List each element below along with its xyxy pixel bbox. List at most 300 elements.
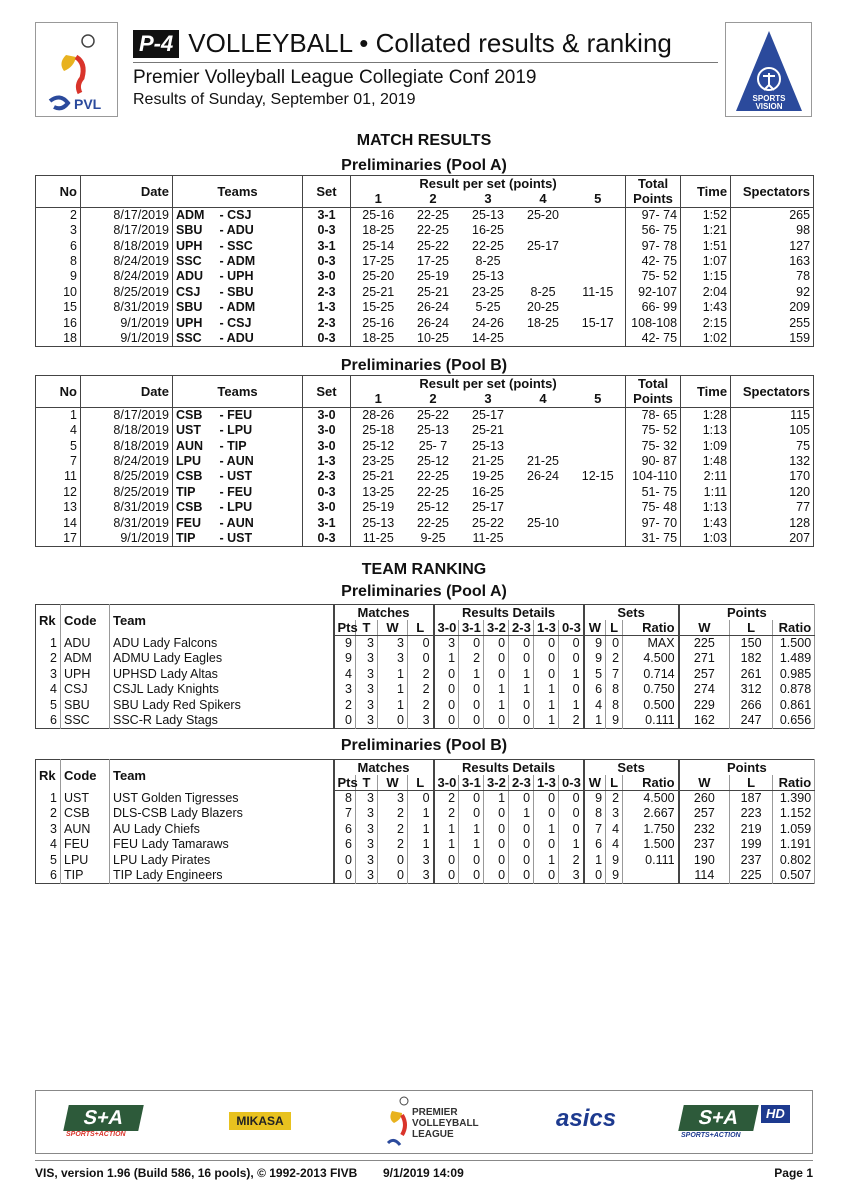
points-ratio: 0.861 <box>773 698 815 713</box>
col-result-per-set: Result per set (points) <box>351 376 626 392</box>
sports-action-logo: S+A SPORTS+ACTION <box>66 1105 141 1141</box>
sports-action-hd-text: SPORTS+ACTION <box>681 1132 741 1139</box>
col-team: Team <box>110 760 334 791</box>
set-1-score: 25-13 <box>362 515 395 530</box>
set-score: 0-3 <box>303 254 351 269</box>
team-code: CSJ <box>61 682 110 697</box>
total-points: 108-108 <box>626 316 681 331</box>
set-2-score: 25-22 <box>417 238 449 253</box>
sets-won: 6 <box>584 837 606 852</box>
result-detail: 0 <box>509 868 534 884</box>
matches-won: 1 <box>378 698 408 713</box>
result-detail: 0 <box>434 853 459 868</box>
set-2-score: 25-12 <box>417 500 449 515</box>
match-row <box>36 331 814 347</box>
matches-won: 2 <box>378 806 408 821</box>
team-code: ADU <box>61 636 110 652</box>
home-team: ADM <box>176 207 205 222</box>
set-3-score: 11-25 <box>472 531 504 546</box>
away-team: - AUN <box>217 454 303 469</box>
set-score: 0-3 <box>303 331 351 347</box>
match-date: 8/31/2019 <box>81 500 173 515</box>
set-2-score: 25-21 <box>417 284 449 299</box>
mikasa-logo: MIKASA <box>229 1112 291 1130</box>
team-code: FEU <box>61 837 110 852</box>
set-4-score: 20-25 <box>527 300 559 315</box>
set-2-score: 22-25 <box>417 469 449 484</box>
match-number: 14 <box>36 516 81 531</box>
col-points-w: W <box>679 775 730 791</box>
match-points: 9 <box>334 636 356 652</box>
result-detail: 1 <box>484 791 509 807</box>
match-row <box>36 207 814 223</box>
match-row <box>36 254 814 269</box>
pvl-logo <box>35 22 118 117</box>
set-1-score: 15-25 <box>362 300 395 315</box>
col-l: L <box>408 620 434 636</box>
ranking-row <box>36 853 815 868</box>
result-detail: 2 <box>559 853 584 868</box>
match-points: 0 <box>334 853 356 868</box>
competition-name: Premier Volleyball League Collegiate Conf 2019 <box>133 67 537 88</box>
result-detail: 0 <box>509 853 534 868</box>
result-detail: 0 <box>434 698 459 713</box>
rank: 3 <box>36 667 61 682</box>
sets-lost: 3 <box>606 806 623 821</box>
points-lost: 247 <box>730 713 773 729</box>
set-1-score: 11-25 <box>362 531 394 546</box>
away-team: - ADM <box>217 300 303 315</box>
ranking-row <box>36 791 815 807</box>
set-4-score <box>516 531 571 547</box>
matches-lost: 0 <box>408 791 434 807</box>
col-code: Code <box>61 605 110 636</box>
sports-action-hd-logo: S+A HD SPORTS+ACTION <box>681 1105 791 1141</box>
points-won: 114 <box>679 868 730 884</box>
col-time: Time <box>681 176 731 208</box>
sets-won: 9 <box>584 791 606 807</box>
rank: 4 <box>36 837 61 852</box>
matches-total: 3 <box>356 837 378 852</box>
match-date: 9/1/2019 <box>81 316 173 331</box>
match-row <box>36 439 814 454</box>
sets-ratio: 1.500 <box>623 837 679 852</box>
pool-a-ranking-heading: Preliminaries (Pool A) <box>341 583 507 600</box>
result-detail: 0 <box>509 713 534 729</box>
match-number: 9 <box>36 269 81 284</box>
spectators: 98 <box>796 223 811 238</box>
result-detail: 0 <box>534 667 559 682</box>
matches-lost: 0 <box>408 636 434 652</box>
col-r32: 3-2 <box>484 775 509 791</box>
match-number: 2 <box>36 207 81 223</box>
matches-total: 3 <box>356 682 378 697</box>
match-date: 8/17/2019 <box>81 407 173 423</box>
result-detail: 1 <box>484 698 509 713</box>
matches-won: 3 <box>378 791 408 807</box>
home-team: SBU <box>176 223 203 238</box>
ranking-row <box>36 806 815 821</box>
match-row <box>36 285 814 300</box>
match-number: 10 <box>36 285 81 300</box>
team-name: FEU Lady Tamaraws <box>110 837 334 852</box>
matches-total: 3 <box>356 853 378 868</box>
points-won: 232 <box>679 822 730 837</box>
sets-lost: 8 <box>606 698 623 713</box>
result-detail: 0 <box>509 651 534 666</box>
set-1-score: 23-25 <box>362 454 395 469</box>
set-2-score: 25-22 <box>417 407 449 422</box>
result-detail: 0 <box>534 868 559 884</box>
sets-lost: 2 <box>606 791 623 807</box>
col-total: Total <box>626 376 681 392</box>
set-score: 2-3 <box>303 285 351 300</box>
col-r30: 3-0 <box>434 620 459 636</box>
set-3-score: 22-25 <box>472 238 504 253</box>
col-set-5: 5 <box>571 391 626 407</box>
set-4-score: 21-25 <box>527 454 559 469</box>
away-team: - AUN <box>217 516 303 531</box>
set-5-score <box>571 439 626 454</box>
home-team: CSB <box>176 500 203 515</box>
set-5-score <box>571 331 626 347</box>
spectators: 115 <box>790 407 811 422</box>
col-r13: 1-3 <box>534 775 559 791</box>
sets-ratio: MAX <box>623 636 679 652</box>
points-won: 237 <box>679 837 730 852</box>
away-team: - UST <box>217 531 303 547</box>
home-team: SSC <box>176 331 202 346</box>
col-l: L <box>408 775 434 791</box>
set-4-score <box>516 331 571 347</box>
spectators: 127 <box>789 238 811 253</box>
set-4-score <box>516 439 571 454</box>
pool-b-results-heading: Preliminaries (Pool B) <box>340 357 508 374</box>
matches-lost: 1 <box>408 837 434 852</box>
sets-ratio: 0.714 <box>623 667 679 682</box>
result-detail: 1 <box>459 667 484 682</box>
col-set-1: 1 <box>351 191 406 207</box>
sets-won: 1 <box>584 713 606 729</box>
set-1-score: 25-14 <box>362 238 395 253</box>
col-results-details: Results Details <box>434 605 584 621</box>
spectators: 132 <box>789 454 811 469</box>
set-score: 0-3 <box>303 223 351 238</box>
match-row <box>36 454 814 469</box>
rank: 2 <box>36 806 61 821</box>
points-lost: 199 <box>730 837 773 852</box>
match-date: 8/25/2019 <box>81 285 173 300</box>
header-divider <box>133 62 718 63</box>
col-r32: 3-2 <box>484 620 509 636</box>
team-ranking-table <box>35 604 815 729</box>
ranking-row <box>36 651 815 666</box>
result-detail: 1 <box>484 682 509 697</box>
col-r13: 1-3 <box>534 620 559 636</box>
points-ratio: 1.152 <box>773 806 815 821</box>
set-5-score <box>571 423 626 438</box>
result-detail: 1 <box>559 698 584 713</box>
points-won: 190 <box>679 853 730 868</box>
set-3-score: 5-25 <box>475 300 501 315</box>
col-points-w: W <box>679 620 730 636</box>
rank: 5 <box>36 853 61 868</box>
sets-ratio: 0.111 <box>623 853 679 868</box>
col-set: Set <box>303 376 351 408</box>
hd-badge: HD <box>761 1105 790 1123</box>
result-detail: 0 <box>534 806 559 821</box>
points-ratio: 1.390 <box>773 791 815 807</box>
col-rank: Rk <box>36 605 61 636</box>
team-name: SBU Lady Red Spikers <box>110 698 334 713</box>
col-t: T <box>356 775 378 791</box>
total-points: 51- 75 <box>626 485 681 500</box>
result-detail: 1 <box>434 651 459 666</box>
software-version: VIS, version 1.96 (Build 586, 16 pools), © 1992-2013 FIVB <box>35 1166 358 1180</box>
match-time: 1:07 <box>681 254 731 269</box>
team-code: TIP <box>61 868 110 884</box>
result-detail: 0 <box>509 791 534 807</box>
report-title <box>133 28 672 59</box>
col-teams: Teams <box>173 376 303 408</box>
set-3-score: 25-21 <box>472 423 504 438</box>
spectators: 265 <box>789 207 811 222</box>
team-code: CSB <box>61 806 110 821</box>
away-team: - TIP <box>217 439 303 454</box>
col-set-5: 5 <box>571 191 626 207</box>
col-no: No <box>36 176 81 208</box>
match-time: 1:13 <box>681 423 731 438</box>
sets-won: 5 <box>584 667 606 682</box>
pvl-sponsor-logo <box>384 1095 479 1151</box>
total-points: 97- 70 <box>626 516 681 531</box>
set-score: 2-3 <box>303 316 351 331</box>
match-row <box>36 469 814 484</box>
set-score: 3-0 <box>303 423 351 438</box>
result-detail: 0 <box>509 822 534 837</box>
team-name: TIP Lady Engineers <box>110 868 334 884</box>
col-date: Date <box>81 176 173 208</box>
set-3-score: 25-17 <box>472 500 504 515</box>
col-spectators: Spectators <box>731 176 814 208</box>
set-score: 2-3 <box>303 469 351 484</box>
sets-lost: 7 <box>606 667 623 682</box>
sets-won: 9 <box>584 651 606 666</box>
matches-won: 0 <box>378 868 408 884</box>
col-points: Points <box>679 760 815 776</box>
col-no: No <box>36 376 81 408</box>
set-score: 3-0 <box>303 269 351 284</box>
total-points: 42- 75 <box>626 254 681 269</box>
col-rank: Rk <box>36 760 61 791</box>
home-team: UPH <box>176 238 203 253</box>
matches-won: 1 <box>378 667 408 682</box>
set-3-score: 16-25 <box>472 223 504 238</box>
result-detail: 1 <box>534 853 559 868</box>
points-ratio: 0.985 <box>773 667 815 682</box>
col-result-per-set: Result per set (points) <box>351 176 626 192</box>
table-header <box>36 176 814 208</box>
match-points: 6 <box>334 837 356 852</box>
table-header <box>36 376 814 408</box>
spectators: 255 <box>789 315 811 330</box>
col-w: W <box>378 775 408 791</box>
points-won: 225 <box>679 636 730 652</box>
col-pts: Pts <box>334 775 356 791</box>
match-time: 1:09 <box>681 439 731 454</box>
matches-won: 2 <box>378 822 408 837</box>
result-detail: 0 <box>484 853 509 868</box>
points-lost: 219 <box>730 822 773 837</box>
result-detail: 0 <box>484 636 509 652</box>
set-5-score <box>571 516 626 531</box>
set-1-score: 18-25 <box>362 223 395 238</box>
result-detail: 1 <box>534 822 559 837</box>
team-name: ADMU Lady Eagles <box>110 651 334 666</box>
match-row <box>36 423 814 438</box>
match-number: 16 <box>36 316 81 331</box>
matches-lost: 3 <box>408 713 434 729</box>
result-detail: 0 <box>434 868 459 884</box>
rank: 6 <box>36 868 61 884</box>
rank: 5 <box>36 698 61 713</box>
sports-action-text: SPORTS+ACTION <box>66 1131 126 1138</box>
match-date: 8/24/2019 <box>81 454 173 469</box>
result-detail: 2 <box>459 651 484 666</box>
matches-won: 3 <box>378 651 408 666</box>
result-detail: 0 <box>459 713 484 729</box>
match-time: 1:43 <box>681 516 731 531</box>
match-date: 8/24/2019 <box>81 269 173 284</box>
home-team: SSC <box>176 254 202 269</box>
match-points: 8 <box>334 791 356 807</box>
result-detail: 0 <box>459 853 484 868</box>
col-set-3: 3 <box>461 391 516 407</box>
match-time: 2:11 <box>681 469 731 484</box>
ranking-row <box>36 837 815 852</box>
result-detail: 0 <box>484 667 509 682</box>
sponsor-banner <box>35 1090 813 1154</box>
svg-text:SPORTS: SPORTS <box>752 94 786 103</box>
set-2-score: 17-25 <box>417 254 449 269</box>
result-detail: 0 <box>534 837 559 852</box>
set-score: 1-3 <box>303 454 351 469</box>
col-r03: 0-3 <box>559 775 584 791</box>
match-time: 1:43 <box>681 300 731 315</box>
matches-total: 3 <box>356 698 378 713</box>
result-detail: 0 <box>459 682 484 697</box>
team-code: SSC <box>61 713 110 729</box>
col-date: Date <box>81 376 173 408</box>
sets-won: 6 <box>584 682 606 697</box>
sets-won: 4 <box>584 698 606 713</box>
col-spectators: Spectators <box>731 376 814 408</box>
total-points: 90- 87 <box>626 454 681 469</box>
team-name: LPU Lady Pirates <box>110 853 334 868</box>
result-detail: 0 <box>434 667 459 682</box>
set-3-score: 25-17 <box>472 407 504 422</box>
result-detail: 1 <box>534 682 559 697</box>
team-code: ADM <box>61 651 110 666</box>
sets-won: 9 <box>584 636 606 652</box>
match-number: 7 <box>36 454 81 469</box>
sets-lost: 2 <box>606 651 623 666</box>
match-number: 12 <box>36 485 81 500</box>
result-detail: 1 <box>559 837 584 852</box>
team-ranking-heading: TEAM RANKING <box>361 561 487 578</box>
pool-a-results-heading: Preliminaries (Pool A) <box>341 157 507 174</box>
sets-lost: 9 <box>606 713 623 729</box>
match-date: 8/25/2019 <box>81 485 173 500</box>
team-name: CSJL Lady Knights <box>110 682 334 697</box>
sets-won: 7 <box>584 822 606 837</box>
col-total: Total <box>626 176 681 192</box>
points-won: 257 <box>679 667 730 682</box>
match-date: 8/18/2019 <box>81 439 173 454</box>
sets-lost: 0 <box>606 636 623 652</box>
sets-ratio: 0.750 <box>623 682 679 697</box>
print-timestamp: 9/1/2019 14:09 <box>383 1166 464 1180</box>
result-detail: 0 <box>434 713 459 729</box>
total-points: 97- 78 <box>626 239 681 254</box>
match-row <box>36 239 814 254</box>
sets-ratio <box>623 868 679 884</box>
result-detail: 0 <box>484 713 509 729</box>
spectators: 163 <box>789 254 811 269</box>
match-time: 1:13 <box>681 500 731 515</box>
set-1-score: 25-16 <box>362 315 395 330</box>
col-t: T <box>356 620 378 636</box>
result-detail: 0 <box>509 698 534 713</box>
team-name: DLS-CSB Lady Blazers <box>110 806 334 821</box>
result-detail: 0 <box>534 636 559 652</box>
team-name: ADU Lady Falcons <box>110 636 334 652</box>
result-detail: 0 <box>459 791 484 807</box>
result-detail: 0 <box>509 636 534 652</box>
match-time: 1:21 <box>681 223 731 238</box>
total-points: 75- 52 <box>626 423 681 438</box>
points-ratio: 0.656 <box>773 713 815 729</box>
set-score: 3-0 <box>303 500 351 515</box>
set-3-score: 25-13 <box>472 438 504 453</box>
set-4-score: 25-17 <box>527 238 559 253</box>
total-points: 104-110 <box>626 469 681 484</box>
result-detail: 2 <box>559 713 584 729</box>
points-lost: 312 <box>730 682 773 697</box>
set-3-score: 23-25 <box>472 284 504 299</box>
match-points: 9 <box>334 651 356 666</box>
set-1-score: 17-25 <box>362 254 395 269</box>
match-row <box>36 269 814 284</box>
col-r31: 3-1 <box>459 775 484 791</box>
match-number: 18 <box>36 331 81 347</box>
match-time: 2:04 <box>681 285 731 300</box>
result-detail: 1 <box>509 806 534 821</box>
col-matches: Matches <box>334 760 434 776</box>
col-set-2: 2 <box>406 191 461 207</box>
total-points: 42- 75 <box>626 331 681 347</box>
sports-vision-logo <box>725 22 812 117</box>
result-detail: 2 <box>434 806 459 821</box>
set-4-score <box>516 485 571 500</box>
set-2-score: 22-25 <box>417 207 449 222</box>
spectators: 170 <box>789 469 811 484</box>
spectators: 78 <box>796 269 811 284</box>
result-detail: 0 <box>484 651 509 666</box>
set-4-score <box>516 269 571 284</box>
home-team: CSB <box>176 407 203 422</box>
result-detail: 1 <box>534 698 559 713</box>
